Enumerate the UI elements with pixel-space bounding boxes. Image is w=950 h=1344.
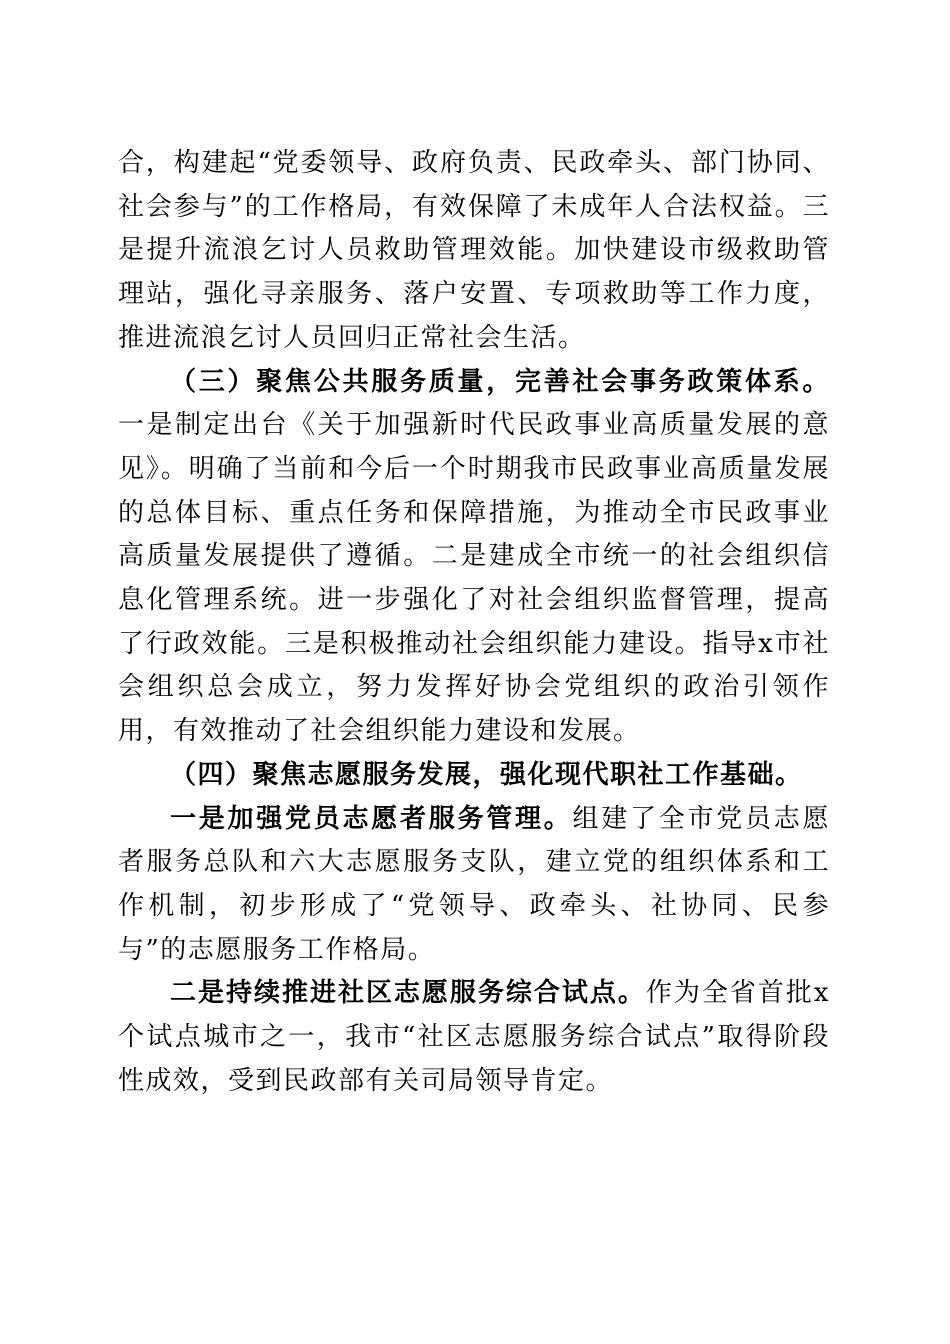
document-body bbox=[118, 142, 830, 1103]
subheading-run: 一是加强党员志愿者服务管理。 bbox=[170, 803, 573, 834]
text-run: 二是建成全市统一的社会组织信息化管理系统。 bbox=[118, 541, 830, 616]
text-run: 组建了全市党员志愿者服务总队和六大志愿服务支队，建立党的组织体系和工作机制，初步形成了“党领导、政牵头、社协同、民参与”的志愿服务工作格局。 bbox=[118, 803, 830, 965]
subheading-run: 二是持续推进社区志愿服务综合试点。 bbox=[170, 978, 646, 1009]
paragraph-1 bbox=[118, 142, 830, 361]
text-run: 明确了当前和今后一个时期我市民政事业高质量发展的总体目标、重点任务和保障措施，为推动全市民政事业高质量发展提供了遵循。 bbox=[118, 453, 830, 572]
text-run: 指导x市社会组织总会成立，努力发挥好协会党组织的政治引领作用，有效推动了社会组织能力建设和发展。 bbox=[118, 628, 830, 747]
text-run: 进一步强化了对社会组织监督管理，提高了行政效能。 bbox=[118, 585, 830, 659]
text-run: 加快建设市级救助管理站，强化寻亲服务、落户安置、专项救助等工作力度，推进流浪乞讨人员回归正常社会生活。 bbox=[118, 235, 830, 353]
text-run: 三是积极推动社会组织能力建设。 bbox=[285, 628, 703, 659]
paragraph-4 bbox=[118, 798, 830, 973]
paragraph-2 bbox=[118, 361, 830, 754]
text-run: 三是提升流浪乞讨人员救助管理效能。 bbox=[118, 191, 830, 266]
text-run: 一是制定出台《关于加强新时代民政事业高质量发展的意见》。 bbox=[118, 410, 830, 484]
section-heading-4: （四）聚焦志愿服务发展，强化现代职社工作基础。 bbox=[170, 759, 803, 790]
paragraph-5 bbox=[118, 972, 830, 1103]
paragraph-3 bbox=[118, 754, 830, 798]
text-run: 合，构建起“党委领导、政府负责、民政牵头、部门协同、社会参与”的工作格局，有效保障了未成年人合法权益。 bbox=[118, 148, 830, 222]
section-heading-3: （三）聚焦公共服务质量，完善社会事务政策体系。 bbox=[170, 366, 830, 397]
text-run: 作为全省首批x个试点城市之一，我市“社区志愿服务综合试点”取得阶段性成效，受到民政部有关司局领导肯定。 bbox=[118, 978, 830, 1096]
